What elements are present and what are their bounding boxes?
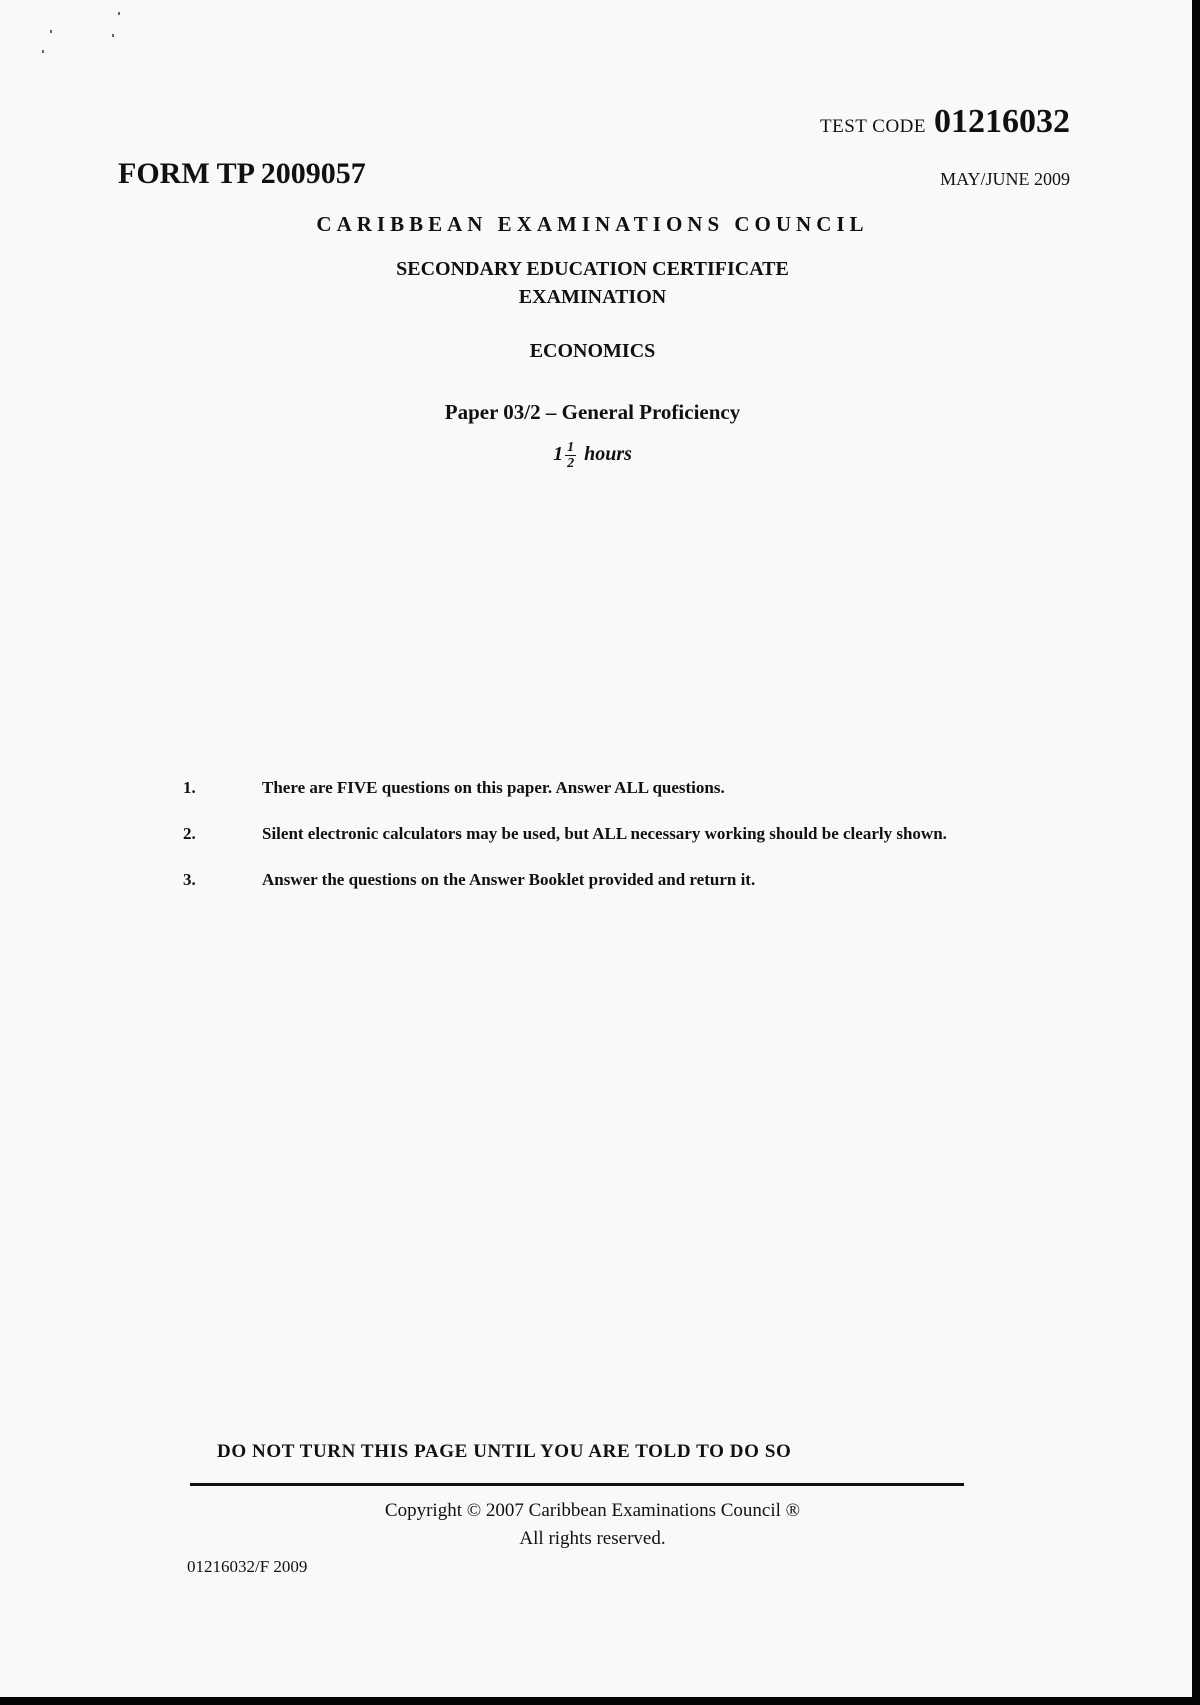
duration-whole: 1 [553, 443, 564, 466]
instruction-text: There are FIVE questions on this paper. Answer ALL questions. [262, 778, 725, 797]
paper-title: Paper 03/2 – General Proficiency [444, 400, 741, 424]
scan-speck [112, 34, 114, 37]
instruction-item [0, 821, 1200, 846]
instruction-item [0, 867, 1200, 892]
instruction-number: 3. [183, 870, 196, 889]
test-code-label: TEST CODE [819, 116, 926, 137]
subject-title: ECONOMICS [529, 340, 656, 362]
test-code [820, 103, 1070, 141]
scan-speck [42, 50, 44, 53]
paper-code: 01216032/F 2009 [187, 1557, 308, 1576]
certificate-title-line-1: SECONDARY EDUCATION CERTIFICATE [396, 258, 789, 280]
instruction-number: 1. [183, 778, 196, 797]
duration-unit: hours [584, 443, 632, 466]
scan-speck [50, 30, 52, 33]
exam-sitting: MAY/JUNE 2009 [940, 169, 1070, 189]
instruction-item [0, 775, 1200, 800]
duration-fraction [565, 440, 576, 471]
copyright-line-1: Copyright © 2007 Caribbean Examinations Council ® [384, 1500, 801, 1521]
copyright-line-2: All rights reserved. [519, 1528, 666, 1549]
scan-edge-bottom [0, 1697, 1200, 1705]
duration [0, 440, 1185, 471]
instruction-number: 2. [183, 824, 196, 843]
instruction-text: Answer the questions on the Answer Booklet provided and return it. [262, 870, 756, 889]
form-number: FORM TP 2009057 [118, 157, 366, 190]
council-name: CARIBBEAN EXAMINATIONS COUNCIL [316, 212, 869, 236]
do-not-turn-warning: DO NOT TURN THIS PAGE UNTIL YOU ARE TOLD TO DO SO [217, 1441, 792, 1462]
instruction-text: Silent electronic calculators may be used, but ALL necessary working should be clearly shown. [262, 824, 947, 843]
instructions-list [0, 775, 1200, 913]
test-code-value: 01216032 [934, 103, 1070, 140]
duration-denominator: 2 [567, 456, 575, 471]
duration-numerator: 1 [567, 440, 575, 455]
copyright-notice [0, 1497, 1185, 1553]
footer-divider [190, 1483, 964, 1486]
certificate-title [0, 255, 1185, 311]
scan-speck [118, 12, 120, 15]
certificate-title-line-2: EXAMINATION [518, 286, 667, 308]
